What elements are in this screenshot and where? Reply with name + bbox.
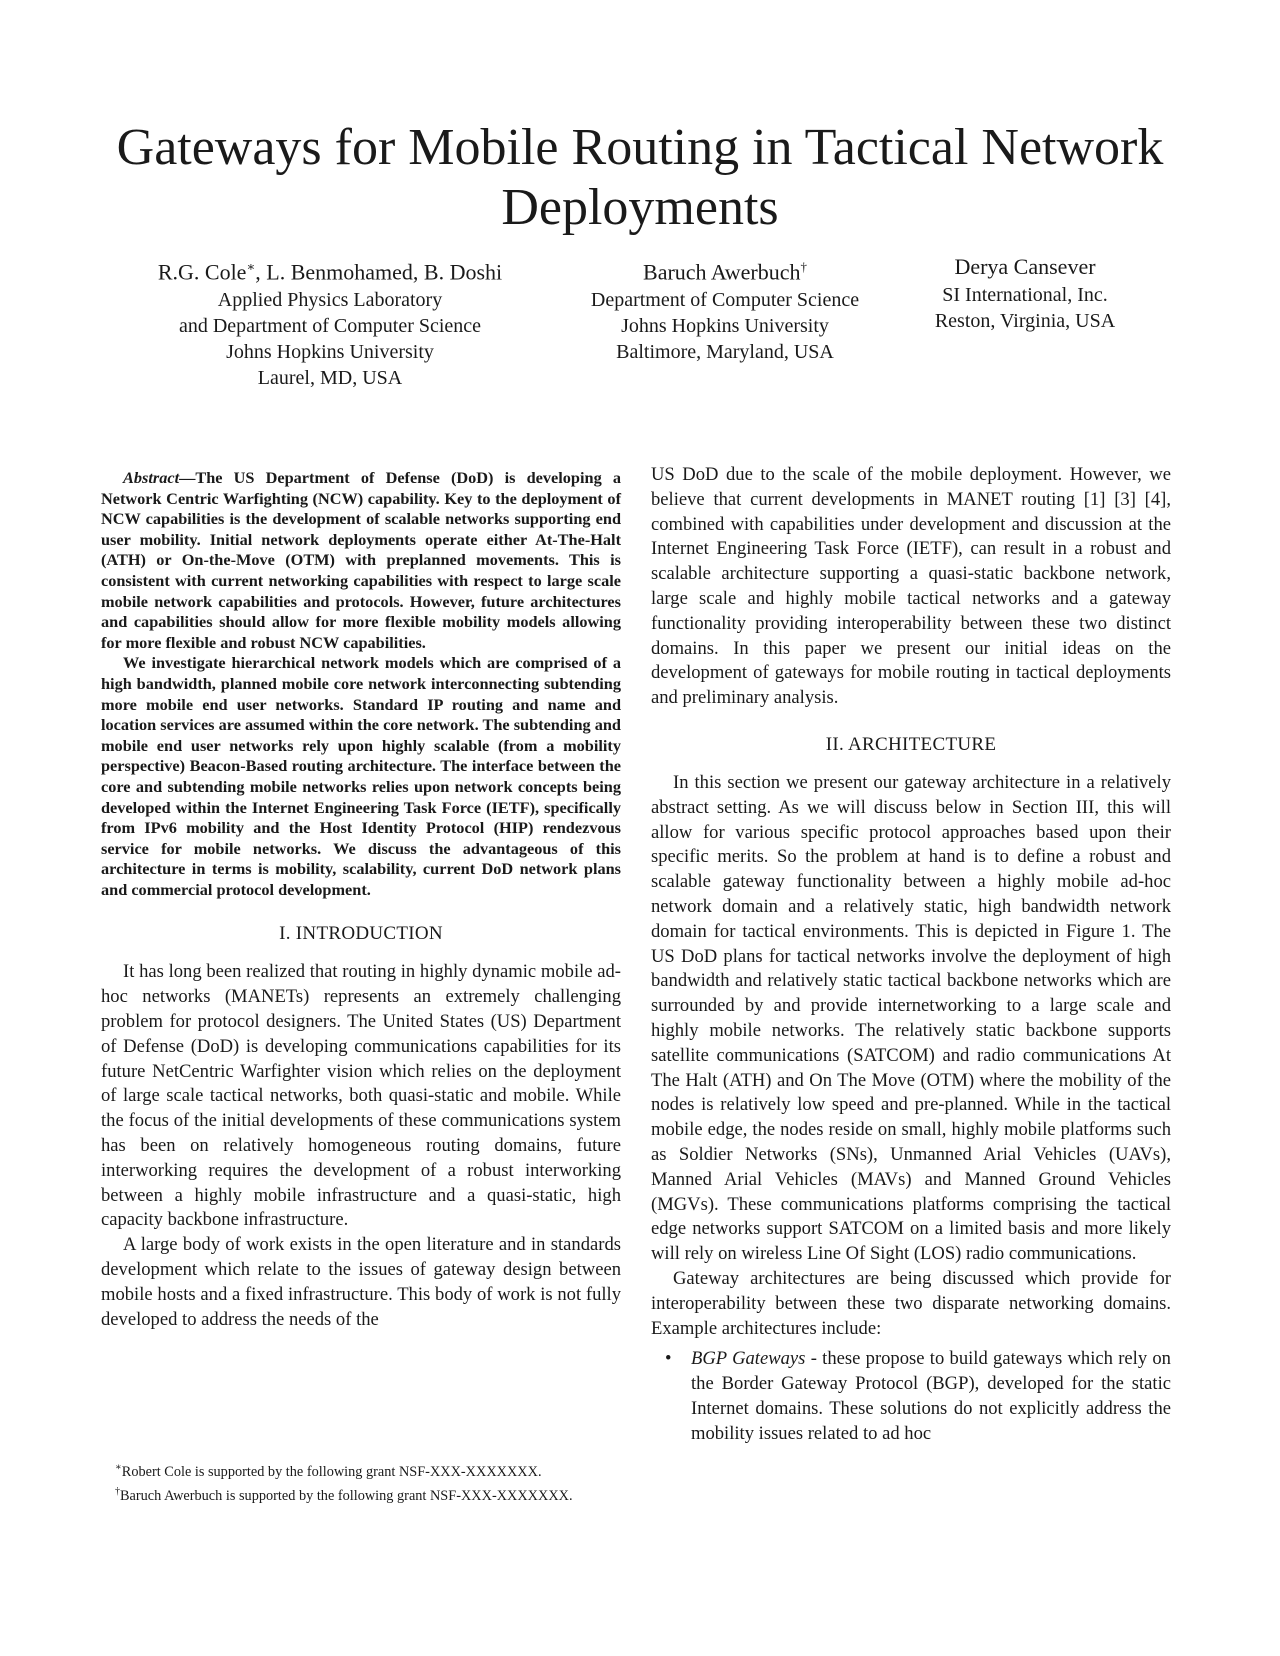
body-paragraph: In this section we present our gateway architecture in a relatively abstract setting. As we will discuss below in Section III, this will allow for various specific protocol approaches based upon their specific merits. So the problem at hand is to define a robust and scalable gateway functionality between a highly mobile ad-hoc network domain and a relatively static, high bandwidth network domain for tactical environments. This is depicted in Figure 1. The US DoD plans for tactical networks involve the deployment of high bandwidth and relatively static tactical backbone networks which are surrounded by and provide internetworking to a large scale and highly mobile networks. The relatively static backbone supports satellite communications (SATCOM) and radio communications At The Halt (ATH) and On The Move (OTM) where the mobility of the nodes is relatively low speed and pre-planned. While in the tactical mobile edge, the nodes reside on small, highly mobile platforms such as Soldier Networks (SNs), Unmanned Arial Vehicles (UAVs), Manned Arial Vehicles (MAVs) and Manned Ground Vehicles (MGVs). These communications platforms comprising the tactical edge networks support SATCOM on a limited basis and more likely will rely on wireless Line Of Sight (LOS) radio communications. xyxy=(651,771,1171,1265)
left-column xyxy=(101,468,621,1332)
author-block-1 xyxy=(130,252,530,391)
author-block-2 xyxy=(560,252,890,365)
section-heading-architecture: II. ARCHITECTURE xyxy=(825,733,997,755)
bullet-icon: • xyxy=(665,1348,672,1370)
abstract xyxy=(101,468,621,900)
body-paragraph: Gateway architectures are being discussed which provide for interoperability between these two disparate networking domains. Example architectures include: xyxy=(651,1267,1171,1339)
right-column xyxy=(651,463,1171,1446)
affiliation-line: and Department of Computer Science xyxy=(178,315,482,338)
affiliation-line: Baltimore, Maryland, USA xyxy=(616,341,834,364)
footnotes xyxy=(101,1458,621,1506)
body-paragraph-continued: US DoD due to the scale of the mobile deployment. However, we believe that current developments in MANET routing [1] [3] [4], combined with capabilities under development and discussion at the Internet Engineering Task Force (IETF), can result in a robust and scalable architecture supporting a quasi-static backbone network, large scale and highly mobile tactical networks and a gateway functionality providing interoperability between these two distinct domains. In this paper we present our initial ideas on the development of gateways for mobile routing in tactical deployments and preliminary analysis. xyxy=(651,464,1171,709)
abstract-label: Abstract xyxy=(123,468,180,487)
affiliation-line: Johns Hopkins University xyxy=(621,315,829,338)
abstract-paragraph: We investigate hierarchical network models which are comprised of a high bandwidth, planned mobile core network interconnecting subtending more mobile end user networks. Standard IP routing and name and location services are assumed within the core network. The subtending and mobile end user networks rely upon highly scalable (from a mobility perspective) Beacon-Based routing architecture. The interface between the core and subtending mobile networks relies upon network concepts being developed within the Internet Engineering Task Force (IETF), specifically from IPv6 mobility and the Host Identity Protocol (HIP) rendezvous service for mobile networks. We discuss the advantageous of this architecture in terms is mobility, scalability, current DoD network plans and commercial protocol development. xyxy=(101,653,621,899)
list-item xyxy=(665,1347,1171,1446)
footnote-mark: † xyxy=(800,259,807,274)
author-names: Baruch Awerbuch† xyxy=(643,259,807,285)
section-heading-introduction: I. INTRODUCTION xyxy=(279,923,443,945)
author-names: Derya Cansever xyxy=(954,254,1096,279)
abstract-paragraph: Abstract—The US Department of Defense (DoD) is developing a Network Centric Warfighting (NCW) capability. Key to the deployment of NCW capabilities is the development of scalable networks supporting end user mobility. Initial network deployments operate either At-The-Halt (ATH) or On-the-Move (OTM) with preplanned movements. This is consistent with current networking capabilities with respect to large scale mobile network capabilities and protocols. However, future architectures and capabilities should allow for more flexible mobility models allowing for more flexible and robust NCW capabilities. xyxy=(101,468,621,652)
body-paragraph: A large body of work exists in the open literature and in standards development which relate to the issues of gateway design between mobile hosts and a fixed infrastructure. This body of work is not fully developed to address the needs of the xyxy=(101,1234,621,1330)
affiliation-line: Department of Computer Science xyxy=(590,289,860,312)
author-names: R.G. Cole∗, L. Benmohamed, B. Doshi xyxy=(157,259,503,285)
footnote: ∗Robert Cole is supported by the following grant NSF-XXX-XXXXXXX. xyxy=(115,1462,542,1480)
affiliation-line: Laurel, MD, USA xyxy=(257,367,403,390)
affiliation-line: Johns Hopkins University xyxy=(226,341,434,364)
footnote-mark: ∗ xyxy=(246,259,256,274)
affiliation-line: Reston, Virginia, USA xyxy=(934,310,1116,332)
body-paragraph: It has long been realized that routing in highly dynamic mobile ad-hoc networks (MANETs) represents an extremely challenging problem for protocol designers. The United States (US) Department of Defense (DoD) is developing communications capabilities for its future NetCentric Warfighter vision which relies on the deployment of large scale tactical networks, both quasi-static and mobile. While the focus of the initial developments of these communications system has been on relatively homogeneous routing domains, future interworking requires the development of a robust interworking between a highly mobile infrastructure and a quasi-static, high capacity backbone infrastructure. xyxy=(101,961,621,1231)
author-block-3 xyxy=(900,252,1150,334)
affiliation-line: SI International, Inc. xyxy=(942,284,1108,306)
paper-title: Gateways for Mobile Routing in Tactical Network Deployments xyxy=(116,119,1164,236)
list-item-text: - these propose to build gateways which rely on the Border Gateway Protocol (BGP), developed for the static Internet domains. These solutions do not explicitly address the mobility issues related to ad hoc xyxy=(691,1348,1171,1444)
bullet-list xyxy=(651,1347,1171,1446)
footnote: †Baruch Awerbuch is supported by the following grant NSF-XXX-XXXXXXX. xyxy=(115,1485,573,1504)
affiliation-line: Applied Physics Laboratory xyxy=(217,289,443,312)
list-item-term: BGP Gateways xyxy=(691,1348,806,1370)
